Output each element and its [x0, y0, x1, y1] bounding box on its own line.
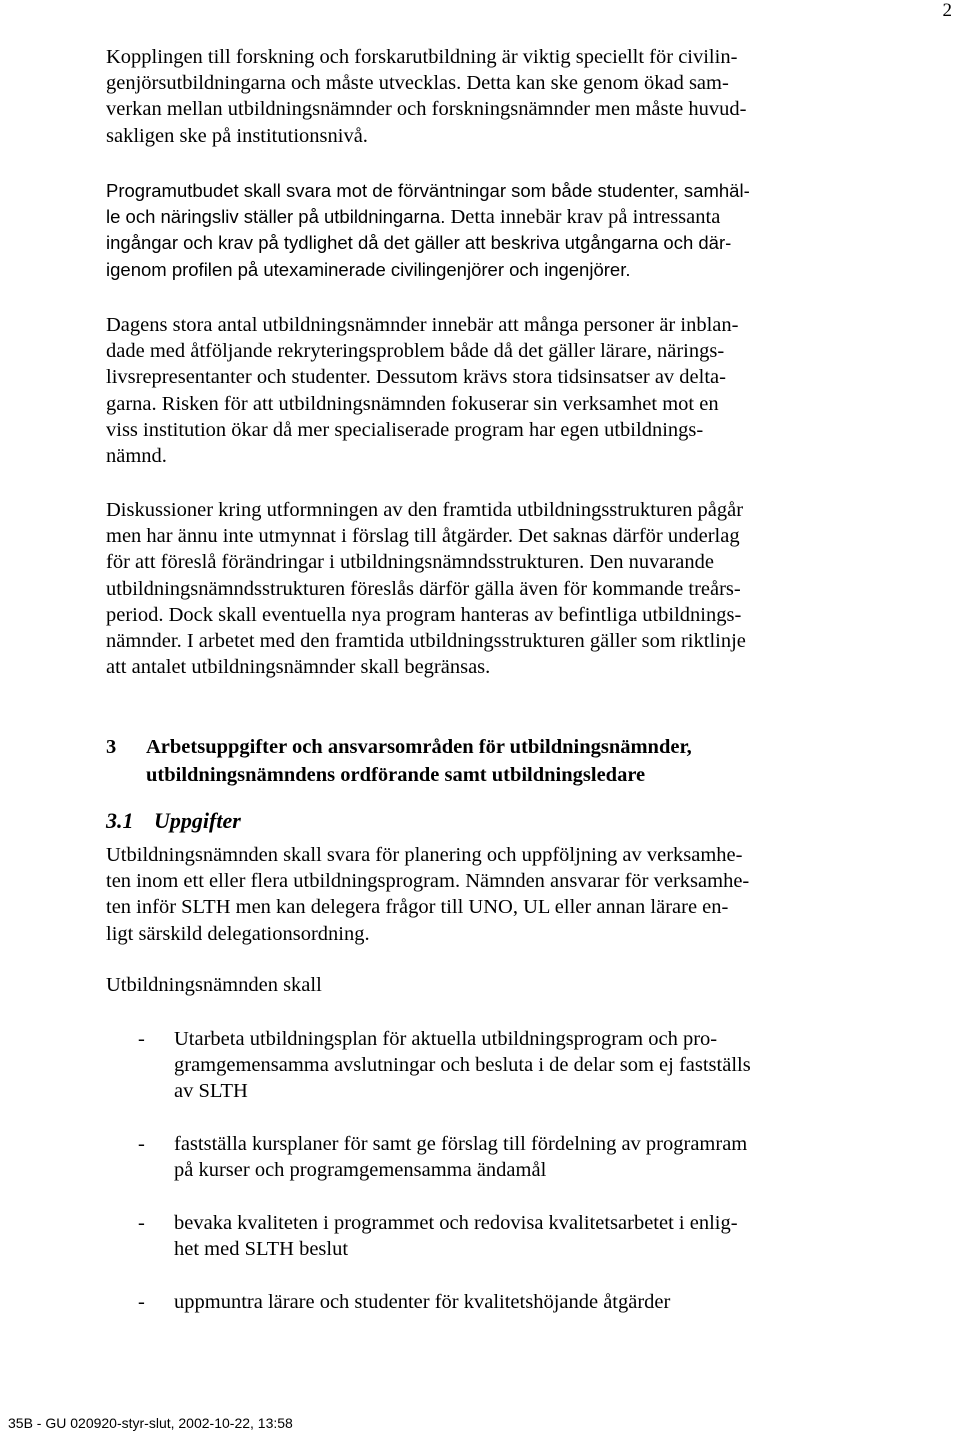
- list-dash: -: [138, 1133, 145, 1155]
- paragraph-future-structure: [106, 497, 746, 680]
- text-line: garna. Risken för att utbildningsnämnden fokuserar sin verksamhet mot en: [106, 392, 719, 415]
- text-line: nämnder. I arbetet med den framtida utbildningsstrukturen gäller som riktlinje: [106, 630, 746, 653]
- section-number: 3: [106, 736, 117, 758]
- text-line: fastställa kursplaner för samt ge förslag till fördelning av programram: [174, 1133, 748, 1155]
- text-line: dade med åtföljande rekryteringsproblem både då det gäller lärare, närings-: [106, 340, 725, 363]
- document-footer: 35B - GU 020920-styr-slut, 2002-10-22, 13:58: [8, 1415, 293, 1431]
- text-line: het med SLTH beslut: [174, 1238, 349, 1261]
- text-line: Utbildningsnämnden skall svara för planering och uppföljning av verksamhe-: [106, 844, 743, 866]
- text-line: Kopplingen till forskning och forskarutbildning är viktig speciellt för civilin-: [106, 46, 738, 68]
- text-line: livsrepresentanter och studenter. Dessutom krävs stora tidsinsatser av delta-: [106, 366, 726, 389]
- paragraph-research-link: [106, 44, 746, 149]
- subsection-number: 3.1: [106, 808, 134, 833]
- section-3-1-heading: [106, 807, 506, 835]
- paragraph-program-offer: [106, 178, 750, 283]
- text-line: gramgemensamma avslutningar och besluta i de delar som ej fastställs: [174, 1054, 751, 1077]
- text-line: ingångar och krav på tydlighet då det gäller att beskriva utgångarna och där-: [106, 232, 732, 254]
- text-line: Dagens stora antal utbildningsnämnder innebär att många personer är inblan-: [106, 314, 739, 336]
- list-dash: -: [138, 1291, 145, 1313]
- text-line: igenom profilen på utexaminerade civilingenjörer och ingenjörer.: [106, 258, 631, 280]
- section-title-line: utbildningsnämndens ordförande samt utbildningsledare: [146, 764, 646, 786]
- page-number: 2: [942, 0, 952, 21]
- subsection-title: Uppgifter: [154, 808, 241, 833]
- text-line: att antalet utbildningsnämnder skall begränsas.: [106, 656, 491, 679]
- text-line: Utarbeta utbildningsplan för aktuella utbildningsprogram och pro-: [174, 1028, 718, 1050]
- list-intro: Utbildningsnämnden skall: [106, 974, 322, 996]
- list-dash: -: [138, 1028, 145, 1050]
- text-line: bevaka kvaliteten i programmet och redovisa kvalitetsarbetet i enlig-: [174, 1212, 738, 1234]
- list-item-text: [174, 1026, 751, 1105]
- text-line: på kurser och programgemensamma ändamål: [174, 1159, 547, 1182]
- text-line: Detta innebär krav på intressanta: [445, 206, 721, 229]
- text-line: nämnd.: [106, 445, 167, 468]
- paragraph-many-committees: [106, 312, 738, 469]
- text-line: uppmuntra lärare och studenter för kvalitetshöjande åtgärder: [174, 1291, 671, 1313]
- text-line: le och näringsliv ställer på utbildningarna.: [106, 206, 446, 228]
- text-line: ten inför SLTH men kan delegera frågor till UNO, UL eller annan lärare en-: [106, 896, 729, 919]
- text-line: sakligen ske på institutionsnivå.: [106, 124, 368, 147]
- text-line: men har ännu inte utmynnat i förslag till åtgärder. Det saknas därför underlag: [106, 525, 740, 548]
- text-line: utbildningsnämndsstrukturen föreslås därför gälla även för kommande treårs-: [106, 577, 741, 600]
- text-line: ligt särskild delegationsordning.: [106, 922, 370, 945]
- text-line: av SLTH: [174, 1080, 248, 1103]
- text-line: verkan mellan utbildningsnämnder och forskningsnämnder men måste huvud-: [106, 98, 747, 121]
- list-item-text: [174, 1289, 670, 1315]
- paragraph-committee-duties: [106, 842, 749, 947]
- section-title-line: Arbetsuppgifter och ansvarsområden för utbildningsnämnder,: [146, 736, 692, 758]
- text-line: viss institution ökar då mer specialiserade program har egen utbildnings-: [106, 418, 704, 441]
- list-item-text: [174, 1131, 747, 1183]
- text-line: för att föreslå förändringar i utbildningsnämndsstrukturen. Den nuvarande: [106, 551, 714, 574]
- text-line: Programutbudet skall svara mot de förväntningar som både studenter, samhäl-: [106, 180, 750, 201]
- list-item-text: [174, 1210, 738, 1262]
- text-line: period. Dock skall eventuella nya program hanteras av befintliga utbildnings-: [106, 603, 742, 626]
- text-line: genjörsutbildningarna och måste utvecklas. Detta kan ske genom ökad sam-: [106, 72, 729, 95]
- text-line: Diskussioner kring utformningen av den framtida utbildningsstrukturen pågår: [106, 499, 744, 521]
- section-3-heading: [106, 733, 866, 789]
- text-line: ten inom ett eller flera utbildningsprogram. Nämnden ansvarar för verksamhe-: [106, 870, 750, 893]
- list-dash: -: [138, 1212, 145, 1234]
